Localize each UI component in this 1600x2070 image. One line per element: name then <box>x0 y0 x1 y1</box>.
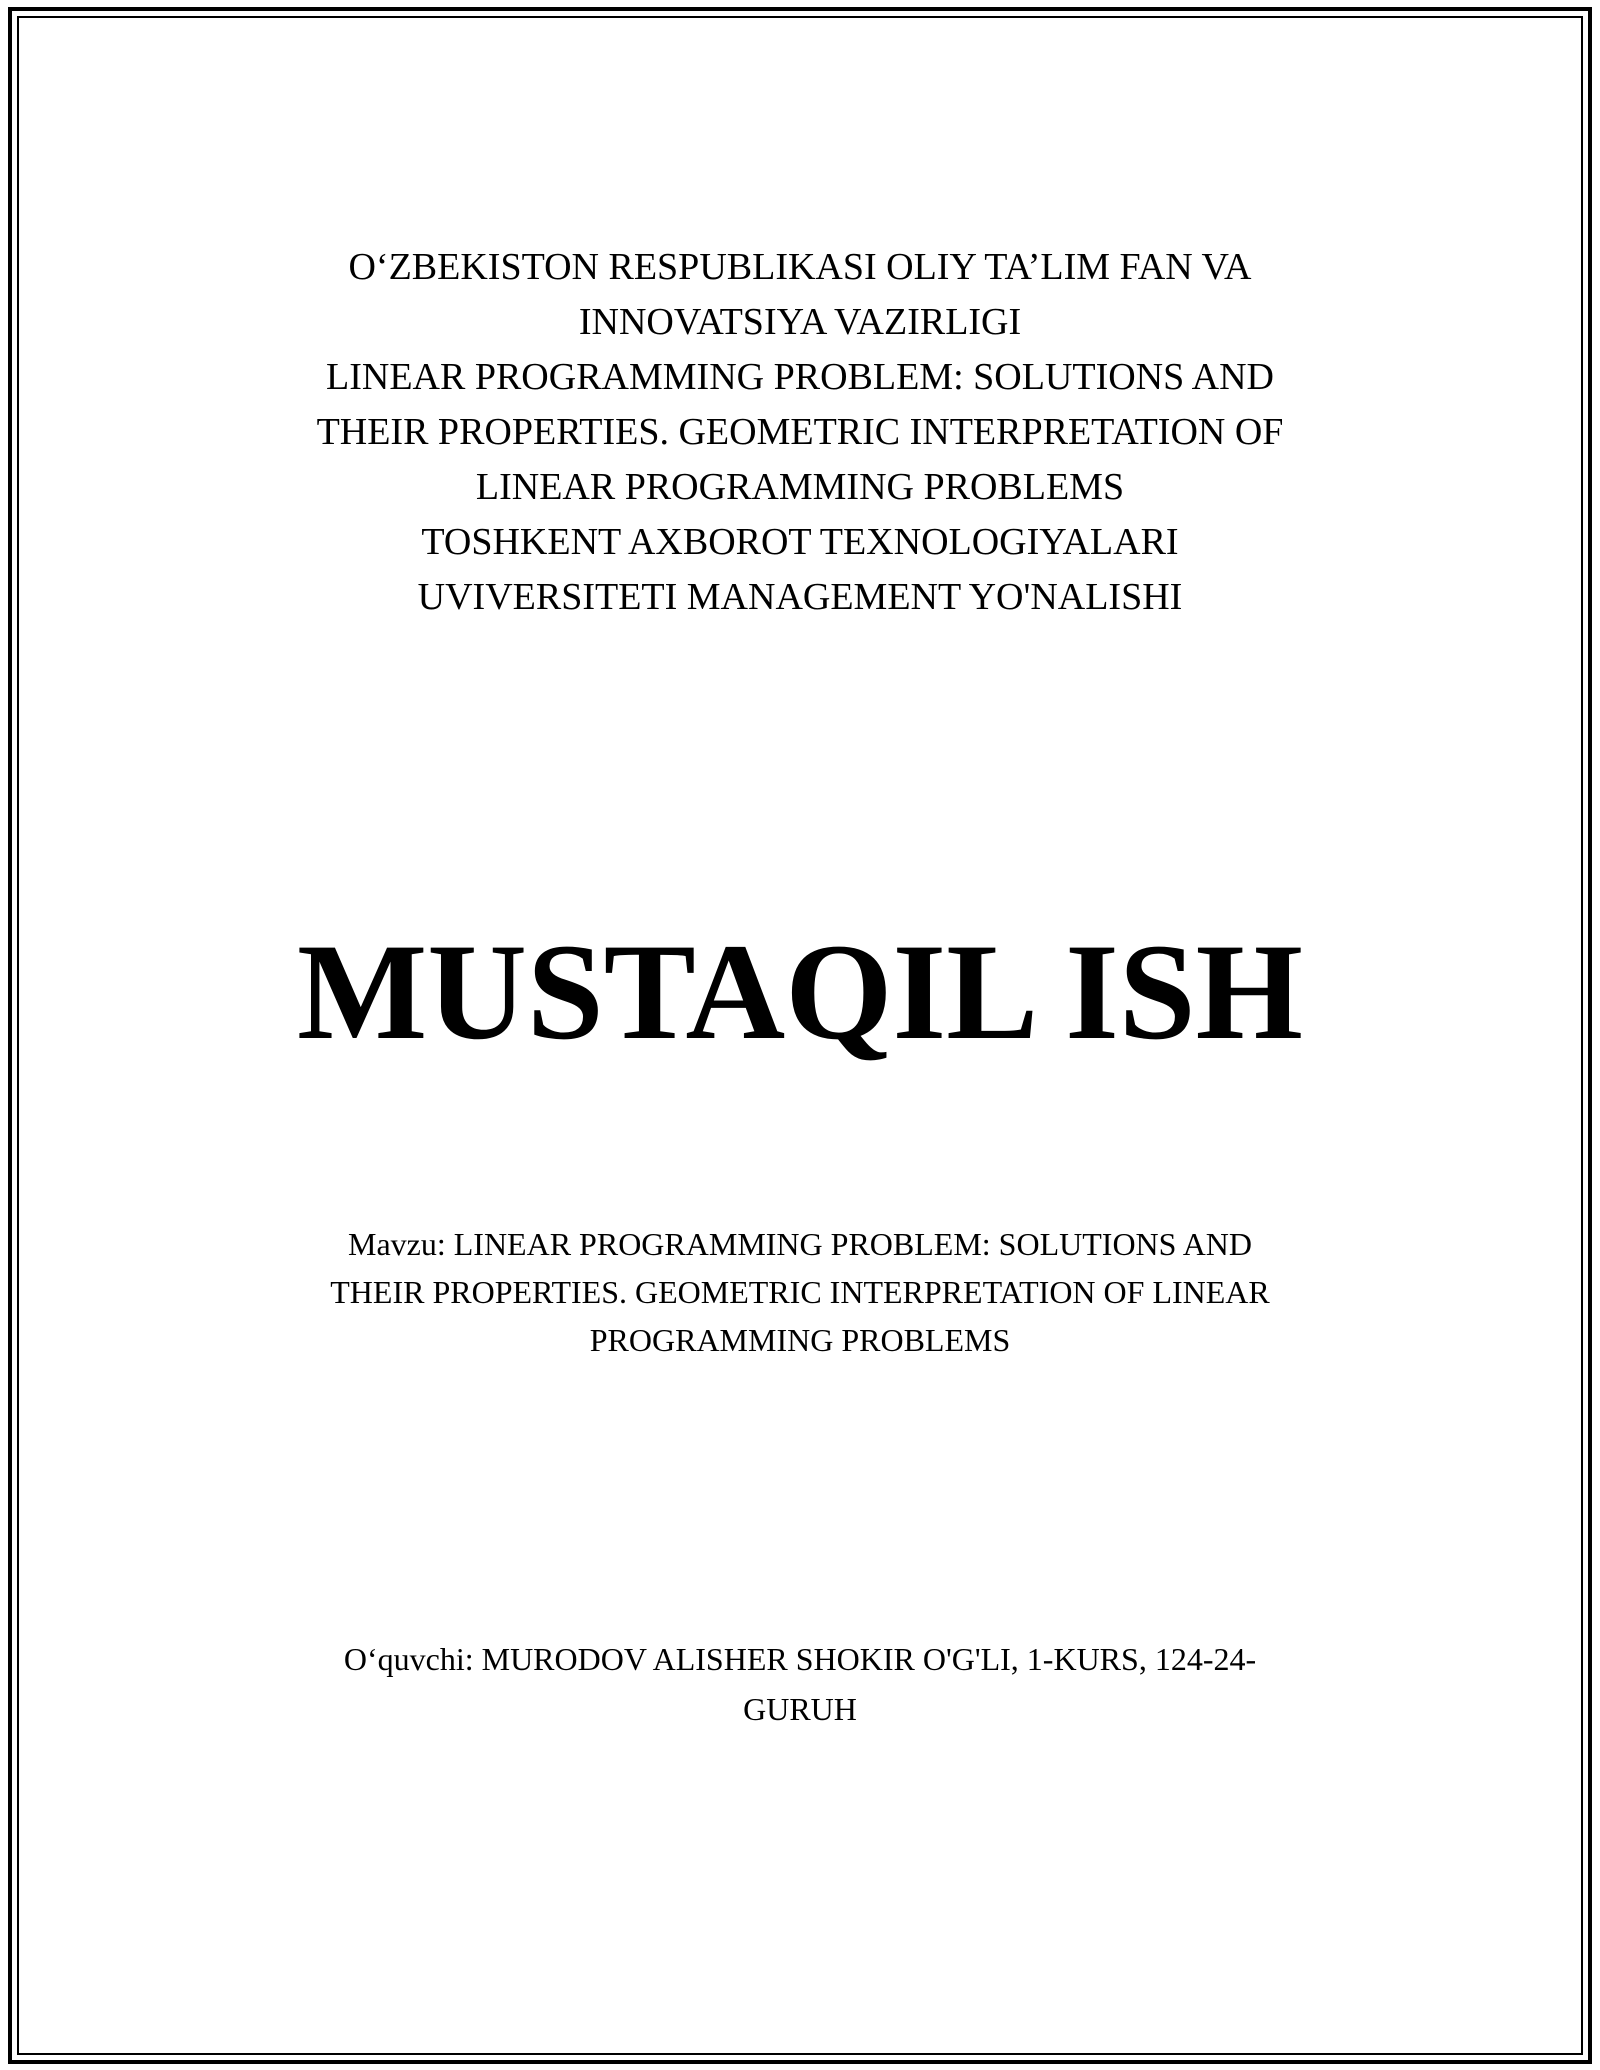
topic-line: PROGRAMMING PROBLEMS <box>589 1322 1011 1358</box>
header-line: O‘ZBEKISTON RESPUBLIKASI OLIY TA’LIM FAN VA <box>348 246 1252 288</box>
header-line: UVIVERSITETI MANAGEMENT YO'NALISHI <box>417 576 1183 618</box>
header-line: INNOVATSIYA VAZIRLIGI <box>578 301 1022 343</box>
header-line: LINEAR PROGRAMMING PROBLEM: SOLUTIONS AND <box>326 356 1274 398</box>
student-block <box>200 1634 1400 1734</box>
topic-line: Mavzu: LINEAR PROGRAMMING PROBLEM: SOLUTIONS AND <box>347 1226 1253 1262</box>
header-block <box>200 240 1400 625</box>
student-line: GURUH <box>743 1691 857 1727</box>
student-line: O‘quvchi: MURODOV ALISHER SHOKIR O'G'LI, 1-KURS, 124-24- <box>343 1641 1257 1677</box>
header-line: THEIR PROPERTIES. GEOMETRIC INTERPRETATION OF <box>316 411 1284 453</box>
topic-line: THEIR PROPERTIES. GEOMETRIC INTERPRETATION OF LINEAR <box>330 1274 1270 1310</box>
topic-block <box>200 1220 1400 1364</box>
header-line: TOSHKENT AXBOROT TEXNOLOGIYALARI <box>421 521 1179 563</box>
header-line: LINEAR PROGRAMMING PROBLEMS <box>475 466 1125 508</box>
document-title: MUSTAQIL ISH <box>297 915 1303 1068</box>
